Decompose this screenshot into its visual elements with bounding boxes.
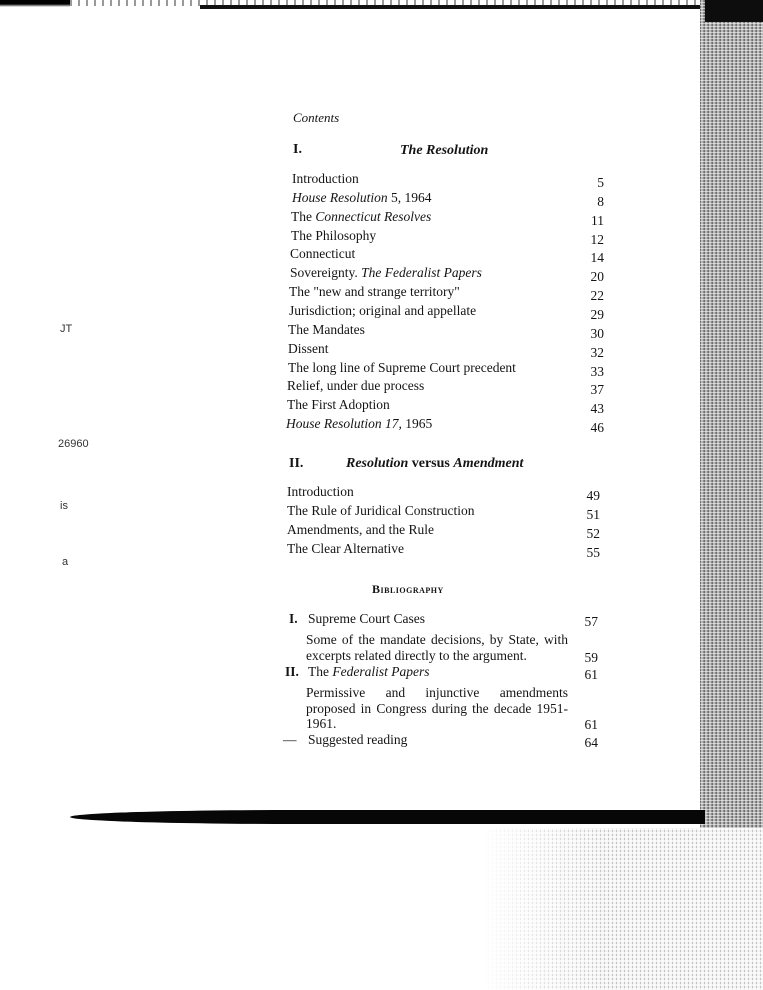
page-number: 11 xyxy=(591,212,604,228)
page-number: 51 xyxy=(586,507,600,522)
part-numeral: I. xyxy=(293,142,302,157)
toc-entry xyxy=(291,209,431,225)
toc-entry xyxy=(288,341,329,357)
toc-entry-text: Introduction xyxy=(287,484,354,499)
page-number: 12 xyxy=(590,231,604,247)
bib-entry-italic: Federalist Papers xyxy=(332,664,430,679)
toc-entry-italic: The Federalist Papers xyxy=(361,265,482,281)
toc-entry xyxy=(292,190,432,206)
part-title xyxy=(346,456,523,472)
page-number: 43 xyxy=(590,401,604,417)
page-number: 30 xyxy=(590,325,604,341)
toc-entry xyxy=(287,503,474,519)
toc-entry-text: The "new and strange territory" xyxy=(289,284,460,300)
toc-entry xyxy=(286,416,432,432)
bib-label: II. xyxy=(285,664,299,679)
toc-entry-text: Sovereignty. xyxy=(290,265,362,281)
margin-fragment: 26960 xyxy=(58,438,89,450)
toc-entry xyxy=(290,265,482,281)
toc-entry xyxy=(292,171,359,187)
bib-entry xyxy=(308,664,430,680)
toc-entry-text: Dissent xyxy=(288,340,329,356)
toc-entry-text-tail: 5, 1964 xyxy=(387,189,432,205)
margin-fragment: a xyxy=(62,556,69,568)
part-title-b: versus xyxy=(408,456,454,471)
contents-title: Contents xyxy=(293,110,340,125)
toc-entry-text: The Mandates xyxy=(288,321,365,337)
page-number: 14 xyxy=(590,250,604,266)
scan-edge-bottom-texture xyxy=(480,828,763,990)
scan-edge-top-bar xyxy=(200,5,710,9)
toc-entry-text: Jurisdiction; original and appellate xyxy=(289,302,477,318)
toc-entry-text: The Philosophy xyxy=(291,227,377,243)
bib-label: I. xyxy=(289,611,298,626)
margin-fragment: JT xyxy=(60,323,73,335)
toc-entry-text: The long line of Supreme Court precedent xyxy=(288,359,516,375)
toc-entry-text: Connecticut xyxy=(290,246,356,262)
page-number: 61 xyxy=(584,717,598,732)
toc-entry xyxy=(287,522,434,538)
toc-entry xyxy=(288,360,516,376)
scan-edge-bottom-bar xyxy=(70,810,705,824)
part-title: The Resolution xyxy=(400,143,489,158)
toc-entry-text-tail: 1965 xyxy=(401,416,433,432)
bib-entry: Supreme Court Cases xyxy=(308,611,425,626)
part-title-c: Amendment xyxy=(453,456,524,471)
page-number: 59 xyxy=(584,650,598,665)
page-number: 55 xyxy=(586,545,600,560)
part-numeral: II. xyxy=(289,456,304,471)
bib-label: — xyxy=(283,732,297,747)
toc-entry xyxy=(287,397,390,413)
toc-entry-text: The First Adoption xyxy=(287,397,390,413)
toc-entry xyxy=(287,378,424,394)
part-title-a: Resolution xyxy=(346,456,409,471)
page-number: 57 xyxy=(584,614,598,629)
bib-entry: Permissive and injunctive amendments proposed in Congress during the decade 1951-1961. xyxy=(306,685,568,731)
toc-entry xyxy=(287,484,354,500)
page-number: 29 xyxy=(590,306,604,322)
bib-entry: Some of the mandate decisions, by State, with excerpts related directly to the argument. xyxy=(306,632,568,663)
scan-edge-right-corner xyxy=(705,0,763,22)
page-number: 32 xyxy=(590,344,604,360)
toc-entry-italic: House Resolution 17, xyxy=(286,416,402,432)
page-number: 61 xyxy=(584,667,598,682)
toc-entry-text: Introduction xyxy=(292,171,359,186)
toc-entry-text: The xyxy=(291,208,316,224)
toc-entry-text: Amendments, and the Rule xyxy=(287,522,434,537)
toc-entry xyxy=(289,303,476,319)
page-number: 20 xyxy=(590,269,604,285)
page-number: 8 xyxy=(597,193,604,209)
toc-entry xyxy=(290,246,355,262)
bib-entry: Suggested reading xyxy=(308,732,408,747)
bib-entry-text: The xyxy=(308,664,333,679)
page-number: 49 xyxy=(586,488,600,503)
page-number: 64 xyxy=(584,735,598,750)
toc-entry-italic: Connecticut Resolves xyxy=(315,208,432,224)
toc-entry xyxy=(289,284,460,300)
toc-entry xyxy=(287,541,404,557)
page-number: 22 xyxy=(590,288,604,304)
toc-entry-text: The Clear Alternative xyxy=(287,541,404,556)
margin-fragment: is xyxy=(60,500,68,512)
toc-entry-italic: House Resolution xyxy=(292,189,388,205)
page-number: 5 xyxy=(597,175,604,190)
page-number: 37 xyxy=(590,382,604,398)
page-number: 52 xyxy=(586,526,600,541)
toc-entry xyxy=(288,322,365,338)
page-number: 46 xyxy=(590,420,604,436)
scan-edge-top-left xyxy=(0,0,70,7)
page-number: 33 xyxy=(590,363,604,379)
toc-entry-text: The Rule of Juridical Construction xyxy=(287,503,475,518)
toc-entry-text: Relief, under due process xyxy=(287,378,425,394)
toc-entry xyxy=(291,228,376,244)
bibliography-heading: Bibliography xyxy=(372,582,444,596)
